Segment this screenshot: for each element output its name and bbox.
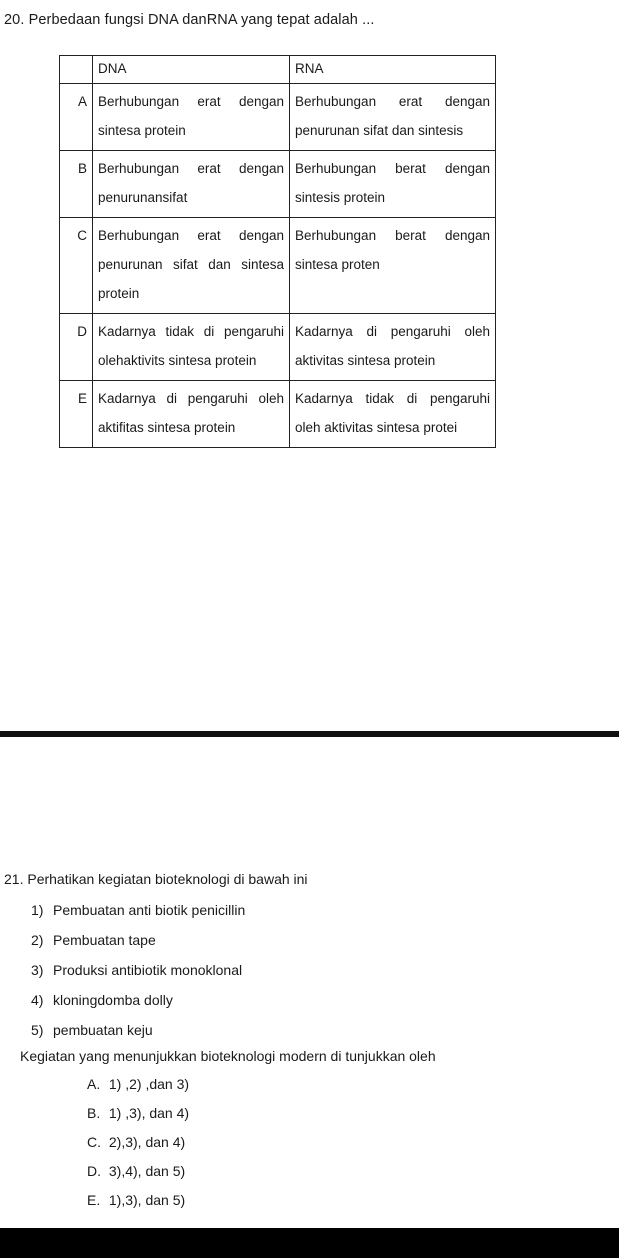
rna-cell: Berhubungan berat dengan sintesis protein — [290, 151, 496, 218]
answer-option-b[interactable] — [87, 1099, 616, 1128]
answer-option-d[interactable] — [87, 1157, 616, 1186]
option-text: 1) ,3), dan 4) — [108, 1105, 190, 1121]
table-row — [60, 84, 496, 151]
rna-cell: Kadarnya tidak di pengaruhi oleh aktivitas sintesa protei — [290, 381, 496, 448]
page-divider — [0, 731, 619, 737]
table-row — [60, 151, 496, 218]
question-20-title: 20. Perbedaan fungsi DNA danRNA yang tepat adalah ... — [4, 12, 375, 28]
option-text: 2),3), dan 4) — [108, 1134, 186, 1150]
item-number: 1) — [31, 902, 44, 918]
table-row — [60, 381, 496, 448]
table-row — [60, 314, 496, 381]
item-text: kloningdomba dolly — [53, 992, 173, 1008]
dna-cell: Kadarnya di pengaruhi oleh aktifitas sintesa protein — [93, 381, 290, 448]
header-letter — [60, 56, 93, 84]
option-letter: C. — [87, 1134, 101, 1150]
dna-cell: Kadarnya tidak di pengaruhi olehaktivits sintesa protein — [93, 314, 290, 381]
item-text: Pembuatan tape — [53, 932, 156, 948]
list-item — [31, 925, 616, 955]
dna-cell: Berhubungan erat dengan sintesa protein — [93, 84, 290, 151]
question-21-title: 21. Perhatikan kegiatan bioteknologi di bawah ini — [4, 871, 308, 887]
dna-cell: Berhubungan erat dengan penurunan sifat dan sintesa protein — [93, 218, 290, 314]
row-letter: D — [60, 314, 93, 381]
item-text: Pembuatan anti biotik penicillin — [53, 902, 246, 918]
rna-cell: Berhubungan berat dengan sintesa proten — [290, 218, 496, 314]
row-letter: C — [60, 218, 93, 314]
biotech-activity-list — [31, 895, 616, 1045]
rna-cell: Kadarnya di pengaruhi oleh aktivitas sintesa protein — [290, 314, 496, 381]
list-item — [31, 955, 616, 985]
question-21-prompt: Kegiatan yang menunjukkan bioteknologi modern di tunjukkan oleh — [20, 1048, 436, 1064]
option-text: 1),3), dan 5) — [108, 1192, 186, 1208]
dna-rna-comparison-table — [59, 55, 496, 448]
answer-option-a[interactable] — [87, 1070, 616, 1099]
row-letter: B — [60, 151, 93, 218]
item-text: Produksi antibiotik monoklonal — [53, 962, 243, 978]
option-letter: D. — [87, 1163, 101, 1179]
table-header-row — [60, 56, 496, 84]
row-letter: E — [60, 381, 93, 448]
item-text: pembuatan keju — [53, 1022, 153, 1038]
header-dna: DNA — [93, 56, 290, 84]
option-letter: E. — [87, 1192, 101, 1208]
answer-options — [87, 1070, 616, 1215]
option-letter: B. — [87, 1105, 101, 1121]
option-text: 1) ,2) ,dan 3) — [108, 1076, 190, 1092]
item-number: 5) — [31, 1022, 44, 1038]
option-text: 3),4), dan 5) — [108, 1163, 186, 1179]
option-letter: A. — [87, 1076, 101, 1092]
table-row — [60, 218, 496, 314]
list-item — [31, 1015, 616, 1045]
dna-cell: Berhubungan erat dengan penurunansifat — [93, 151, 290, 218]
question-21 — [4, 869, 616, 1215]
item-number: 3) — [31, 962, 44, 978]
item-number: 4) — [31, 992, 44, 1008]
bottom-black-bar — [0, 1228, 619, 1258]
list-item — [31, 895, 616, 925]
item-number: 2) — [31, 932, 44, 948]
rna-cell: Berhubungan erat dengan penurunan sifat dan sintesis — [290, 84, 496, 151]
list-item — [31, 985, 616, 1015]
header-rna: RNA — [290, 56, 496, 84]
answer-option-c[interactable] — [87, 1128, 616, 1157]
row-letter: A — [60, 84, 93, 151]
answer-option-e[interactable] — [87, 1186, 616, 1215]
